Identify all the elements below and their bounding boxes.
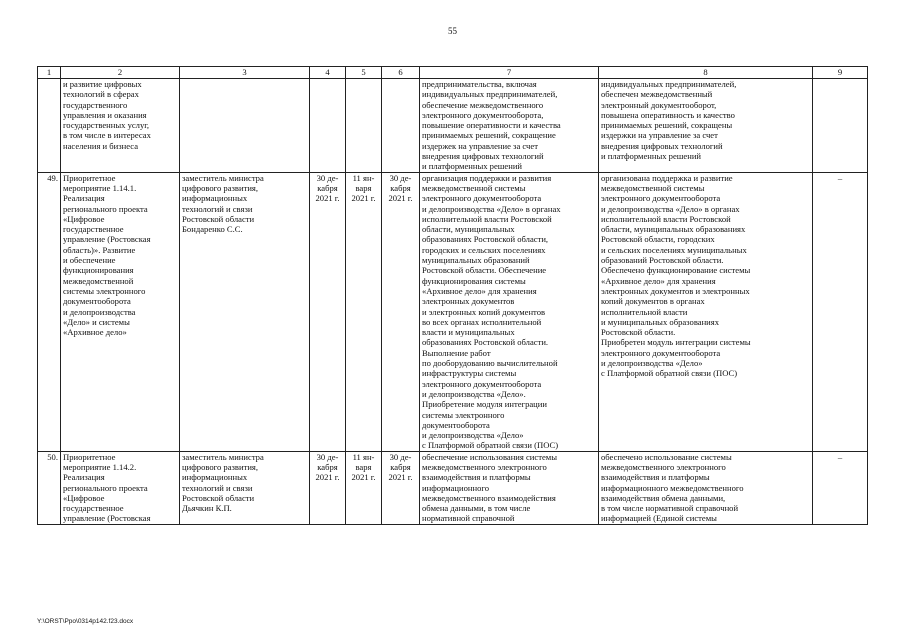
cell-text-line: электронного документооборота <box>601 193 721 204</box>
cell-text-line: системы электронного <box>422 409 505 420</box>
cell-text-line: документооборота <box>422 419 490 430</box>
column-number: 6 <box>382 67 420 79</box>
planned-date-cell <box>310 172 346 451</box>
planned-result-cell <box>420 172 599 451</box>
cell-text-line: и делопроизводства <box>63 306 136 317</box>
actual-result-cell <box>599 451 813 524</box>
cell-text-line: внедрения цифровых технологий <box>422 151 544 162</box>
cell-text-line: исполнительной власти Ростовской <box>601 213 731 224</box>
cell-text-line: «Архивное дело» для хранения <box>601 275 716 286</box>
cell-text-line: области, муниципальных образованиях <box>601 224 746 235</box>
cell-text-line: Бондаренко С.С. <box>182 224 243 235</box>
cell-text-line: и сельских поселениях муниципальных <box>601 244 747 255</box>
cell-text-line: Дьячкин К.П. <box>182 503 232 514</box>
cell-text-line: 11 ян- <box>352 172 375 183</box>
cell-text-line: предпринимательства, включая <box>422 79 537 89</box>
cell-text-line: образованиях Ростовской области. <box>422 337 549 348</box>
cell-text-line: 11 ян- <box>352 451 375 462</box>
cell-text-line: городских и сельских поселениях <box>422 244 546 255</box>
cell-text-line: организована поддержка и развитие <box>601 172 733 183</box>
cell-text-line: «Дело» и системы <box>63 316 130 327</box>
measures-table <box>37 66 868 525</box>
cell-text-line: «Архивное дело» для хранения <box>422 285 537 296</box>
cell-text-line: Ростовской области, городских <box>601 234 715 245</box>
cell-text-line: взаимодействия обмена данными, <box>601 492 726 503</box>
cell-text-line: электронных документов и электронных <box>601 285 750 296</box>
cell-text-line: кабря <box>317 461 338 472</box>
cell-text-line: межведомственного взаимодействия <box>422 492 556 503</box>
cell-text-line: населения и бизнеса <box>63 140 139 151</box>
cell-text-line: и делопроизводства «Дело» <box>601 358 703 369</box>
cell-text-line: электронного документооборота <box>601 347 721 358</box>
cell-text-line: издержки на управление за счет <box>601 130 718 141</box>
cell-text-line: мероприятие 1.14.2. <box>63 461 137 472</box>
cell-text-line: нормативной справочной <box>422 513 515 524</box>
measure-name-cell <box>61 79 180 173</box>
end-date-cell <box>382 451 420 524</box>
cell-text-line: область)». Развитие <box>63 244 136 255</box>
cell-text-line: во всех органах исполнительной <box>422 316 542 327</box>
column-number: 9 <box>813 67 868 79</box>
cell-text-line: электронного документооборота <box>422 378 542 389</box>
cell-text-line: документооборота <box>63 296 131 307</box>
cell-text-line: и делопроизводства «Дело». <box>422 388 526 399</box>
cell-text-line: межведомственного электронного <box>601 461 726 472</box>
start-date-cell <box>346 172 382 451</box>
cell-text-line: образований Ростовской области. <box>601 255 724 266</box>
cell-text-line: взаимодействия и платформы <box>422 472 531 483</box>
cell-text-line: муниципальных образований <box>422 255 530 266</box>
cell-text-line: Ростовской области. <box>601 327 676 338</box>
cell-text-line: в том числе нормативной справочной <box>601 503 739 514</box>
notes-cell: – <box>813 172 868 451</box>
cell-text-line: информационных <box>182 193 248 204</box>
cell-text-line: технологий в сферах <box>63 89 139 100</box>
cell-text-line: 2021 г. <box>388 193 413 204</box>
cell-text-line: области, муниципальных <box>422 224 515 235</box>
cell-text-line: информацией (Единой системы <box>601 513 717 524</box>
planned-date-cell <box>310 451 346 524</box>
cell-text-line: повышена оперативность и качество <box>601 109 735 120</box>
planned-result-cell <box>420 79 599 173</box>
cell-text-line: Приобретение модуля интеграции <box>422 399 547 410</box>
cell-text-line: и платформенных решений <box>601 151 702 162</box>
end-date-cell <box>382 172 420 451</box>
row-number-cell: 49. <box>38 172 61 451</box>
responsible-cell <box>180 79 310 173</box>
column-number: 8 <box>599 67 813 79</box>
cell-text-line: Приобретен модуль интеграции системы <box>601 337 751 348</box>
table-row-continuation <box>38 79 868 173</box>
cell-text-line: 2021 г. <box>315 472 340 483</box>
cell-text-line: варя <box>355 461 372 472</box>
cell-text-line: технологий и связи <box>182 482 253 493</box>
column-number-row <box>38 67 868 79</box>
cell-text-line: 2021 г. <box>351 193 376 204</box>
cell-text-line: индивидуальных предпринимателей, <box>601 79 737 89</box>
column-number: 1 <box>38 67 61 79</box>
cell-text-line: индивидуальных предпринимателей, <box>422 89 558 100</box>
notes-cell <box>813 79 868 173</box>
row-number-cell <box>38 79 61 173</box>
cell-text-line: государственных услуг, <box>63 120 149 131</box>
start-date-cell <box>346 451 382 524</box>
cell-text-line: информационного межведомственного <box>601 482 744 493</box>
cell-text-line: Приоритетное <box>63 451 116 462</box>
cell-text-line: «Цифровое <box>63 213 105 224</box>
cell-text-line: обеспечение использования системы <box>422 451 558 462</box>
cell-text-line: государственное <box>63 224 124 235</box>
measure-name-cell <box>61 451 180 524</box>
cell-text-line: в том числе в интересах <box>63 130 151 141</box>
cell-text-line: образованиях Ростовской области, <box>422 234 549 245</box>
cell-text-line: 2021 г. <box>388 472 413 483</box>
cell-text-line: заместитель министра <box>182 172 264 183</box>
cell-text-line: с Платформой обратной связи (ПОС) <box>422 440 559 451</box>
column-number: 2 <box>61 67 180 79</box>
cell-text-line: электронный документооборот, <box>601 99 717 110</box>
cell-text-line: межведомственного электронного <box>422 461 547 472</box>
cell-text-line: с Платформой обратной связи (ПОС) <box>601 368 738 379</box>
cell-text-line: функционирования <box>63 265 134 276</box>
cell-text-line: издержек на управление за счет <box>422 140 538 151</box>
cell-text-line: государственного <box>63 99 128 110</box>
cell-text-line: принимаемых решений, сокращение <box>422 130 556 141</box>
cell-text-line: технологий и связи <box>182 203 253 214</box>
cell-text-line: цифрового развития, <box>182 182 259 193</box>
cell-text-line: межведомственной системы <box>422 182 526 193</box>
cell-text-line: Реализация <box>63 193 105 204</box>
cell-text-line: обеспечен межведомственный <box>601 89 713 100</box>
cell-text-line: кабря <box>317 182 338 193</box>
cell-text-line: государственное <box>63 503 124 514</box>
table-row-50 <box>38 451 868 524</box>
cell-text-line: и электронных копий документов <box>422 306 546 317</box>
cell-text-line: системы электронного <box>63 285 146 296</box>
planned-date-cell <box>310 79 346 173</box>
column-number: 4 <box>310 67 346 79</box>
cell-text-line: внедрения цифровых технологий <box>601 140 723 151</box>
cell-text-line: Обеспечено функционирование системы <box>601 265 751 276</box>
cell-text-line: и делопроизводства «Дело» <box>422 430 524 441</box>
cell-text-line: власти и муниципальных <box>422 327 515 338</box>
cell-text-line: организация поддержки и развития <box>422 172 552 183</box>
cell-text-line: 30 де- <box>316 172 339 183</box>
cell-text-line: исполнительной власти <box>601 306 688 317</box>
cell-text-line: регионального проекта <box>63 482 148 493</box>
cell-text-line: межведомственной <box>63 275 134 286</box>
cell-text-line: и делопроизводства «Дело» в органах <box>422 203 561 214</box>
cell-text-line: информационных <box>182 472 248 483</box>
cell-text-line: и муниципальных образованиях <box>601 316 720 327</box>
cell-text-line: межведомственной системы <box>601 182 705 193</box>
cell-text-line: электронного документооборота, <box>422 109 544 120</box>
column-number: 3 <box>180 67 310 79</box>
cell-text-line: 30 де- <box>389 172 412 183</box>
cell-text-line: и платформенных решений <box>422 161 523 172</box>
cell-text-line: «Цифровое <box>63 492 105 503</box>
cell-text-line: Ростовской области <box>182 492 255 503</box>
cell-text-line: по дооборудованию вычислительной <box>422 358 558 369</box>
cell-text-line: регионального проекта <box>63 203 148 214</box>
cell-text-line: Реализация <box>63 472 105 483</box>
cell-text-line: электронного документооборота <box>422 193 542 204</box>
table-row-49 <box>38 172 868 451</box>
cell-text-line: 2021 г. <box>351 472 376 483</box>
cell-text-line: кабря <box>390 461 411 472</box>
cell-text-line: электронных документов <box>422 296 515 307</box>
cell-text-line: обеспечено использование системы <box>601 451 732 462</box>
cell-text-line: заместитель министра <box>182 451 264 462</box>
planned-result-cell <box>420 451 599 524</box>
cell-text-line: и обеспечение <box>63 255 116 266</box>
cell-text-line: Приоритетное <box>63 172 116 183</box>
cell-text-line: инфраструктуры системы <box>422 368 517 379</box>
cell-text-line: взаимодействия и платформы <box>601 472 710 483</box>
column-number: 7 <box>420 67 599 79</box>
file-path-footer: Y:\ORST\Ppo\0314p142.f23.docx <box>37 618 134 625</box>
cell-text-line: функционирования системы <box>422 275 526 286</box>
cell-text-line: Выполнение работ <box>422 347 491 358</box>
cell-text-line: мероприятие 1.14.1. <box>63 182 137 193</box>
cell-text-line: 30 де- <box>389 451 412 462</box>
cell-text-line: копий документов в органах <box>601 296 705 307</box>
cell-text-line: «Архивное дело» <box>63 327 127 338</box>
cell-text-line: исполнительной власти Ростовской <box>422 213 552 224</box>
cell-text-line: 30 де- <box>316 451 339 462</box>
cell-text-line: Ростовской области <box>182 213 255 224</box>
cell-text-line: обеспечение межведомственного <box>422 99 544 110</box>
page-number: 55 <box>448 26 457 36</box>
row-number-cell: 50. <box>38 451 61 524</box>
cell-text-line: варя <box>355 182 372 193</box>
actual-result-cell <box>599 172 813 451</box>
notes-cell: – <box>813 451 868 524</box>
cell-text-line: управления и оказания <box>63 109 147 120</box>
column-number: 5 <box>346 67 382 79</box>
start-date-cell <box>346 79 382 173</box>
cell-text-line: обмена данными, в том числе <box>422 503 531 514</box>
cell-text-line: принимаемых решений, сокращены <box>601 120 733 131</box>
cell-text-line: информационного <box>422 482 490 493</box>
cell-text-line: управление (Ростовская <box>63 234 151 245</box>
cell-text-line: 2021 г. <box>315 193 340 204</box>
responsible-cell <box>180 451 310 524</box>
cell-text-line: кабря <box>390 182 411 193</box>
cell-text-line: повышение оперативности и качества <box>422 120 561 131</box>
cell-text-line: цифрового развития, <box>182 461 259 472</box>
cell-text-line: и делопроизводства «Дело» в органах <box>601 203 740 214</box>
cell-text-line: и развитие цифровых <box>63 79 142 89</box>
end-date-cell <box>382 79 420 173</box>
measure-name-cell <box>61 172 180 451</box>
responsible-cell <box>180 172 310 451</box>
actual-result-cell <box>599 79 813 173</box>
cell-text-line: управление (Ростовская <box>63 513 151 524</box>
cell-text-line: Ростовской области. Обеспечение <box>422 265 547 276</box>
